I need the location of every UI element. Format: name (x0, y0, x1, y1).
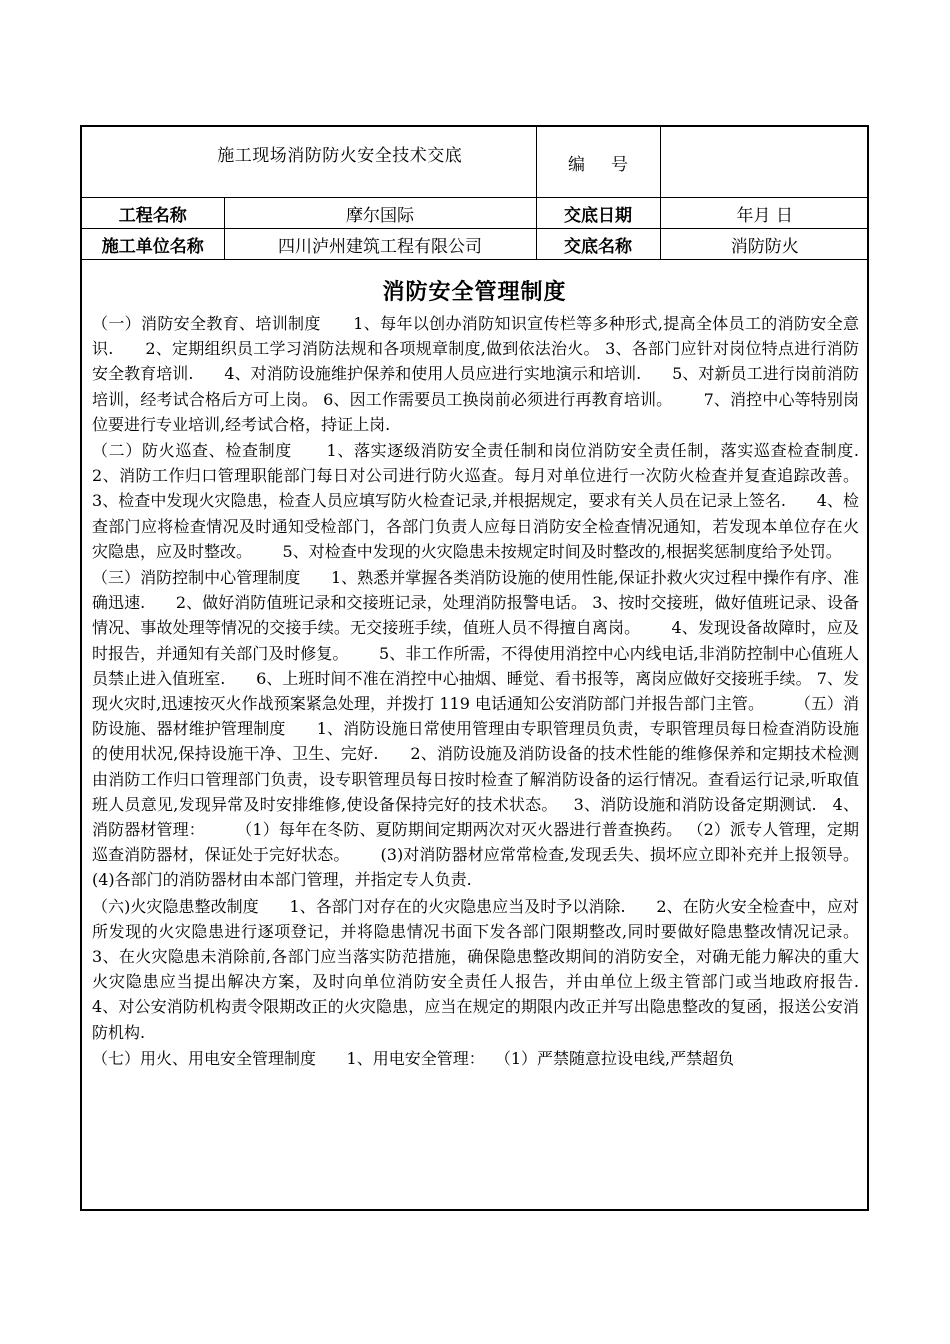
paragraph-control-center: （三）消防控制中心管理制度 1、熟悉并掌握各类消防设施的使用性能,保证扑救火灾过程中操作有序、准确迅速. 2、做好消防值班记录和交接班记录，处理消防报警电话。 3、按时交接班，做好值班记录、设备情况、事故处理等情况的交接手续。无交接班手续，值班人员不得擅自离岗。 4、发现设备故障时，应及时报告，并通知有关部门及时修复。 5、非工作所需，不得使用消控中心内线电话,非消防控制中心值班人员禁止进入值班室. 6、上班时间不准在消控中心抽烟、睡觉、看书报等，离岗应做好交接班手续。 7、发现火灾时,迅速按灭火作战预案紧急处理，并拨打 119 电话通知公安消防部门并报告部门主管。 （五）消防设施、器材维护管理制度 1、消防设施日常使用管理由专职管理员负责，专职管理员每日检查消防设施的使用状况,保持设施干净、卫生、完好. 2、消防设施及消防设备的技术性能的维修保养和定期技术检测由消防工作归口管理部门负责，设专职管理员每日按时检查了解消防设备的运行情况。查看运行记录,听取值班人员意见,发现异常及时安排维修,使设备保持完好的技术状态。 3、消防设施和消防设备定期测试. 4、消防器材管理： （1）每年在冬防、夏防期间定期两次对灭火器进行普查换药。 （2）派专人管理，定期巡查消防器材，保证处于完好状态。 (3)对消防器材应常常检查,发现丢失、损坏应立即补充并上报领导。 (4)各部门的消防器材由本部门管理，并指定专人负责. (92, 568, 890, 890)
paragraph-inspection: （二）防火巡查、检查制度 1、落实逐级消防安全责任制和岗位消防安全责任制，落实巡查检查制度. 2、消防工作归口管理职能部门每日对公司进行防火巡查。每月对单位进行一次防火检查并复查追踪改善。 3、检查中发现火灾隐患，检查人员应填写防火检查记录,并根据规定，要求有关人员在记录上签名. 4、检查部门应将检查情况及时通知受检部门，各部门负责人应每日消防安全检查情况通知，若发现本单位存在火灾隐患，应及时整改。 5、对检查中发现的火灾隐患未按规定时间及时整改的,根据奖惩制度给予处罚。 (92, 441, 890, 561)
form-title: 施工现场消防防火安全技术交底 (217, 145, 463, 166)
project-name-label: 工程名称 (82, 198, 224, 229)
paragraph-fire-electric-safety: （七）用火、用电安全管理制度 1、用电安全管理： （1）严禁随意拉设电线,严禁超负 (92, 1048, 735, 1068)
paragraph-training: （一）消防安全教育、培训制度 1、每年以创办消防知识宣传栏等多种形式,提高全体员工的消防安全意识. 2、定期组织员工学习消防法规和各项规章制度,做到依法治火。 3、各部门应针对岗位特点进行消防安全教育培训. 4、对消防设施维护保养和使用人员应进行实地演示和培训. 5、对新员工进行岗前消防培训，经考试合格后方可上岗。 6、因工作需要员工换岗前必须进行再教育培训。 7、消控中心等特别岗位要进行专业培训,经考试合格，持证上岗. (92, 314, 859, 434)
paragraph-hazard-rectification: （六)火灾隐患整改制度 1、各部门对存在的火灾隐患应当及时予以消除. 2、在防火安全检查中，应对所发现的火灾隐患进行逐项登记，并将隐患情况书面下发各部门限期整改,同时要做好隐患整改情况记录。 3、在火灾隐患未消除前,各部门应当落实防范措施，确保隐患整改期间的消防安全，对确无能力解决的重大火灾隐患应当提出解决方案，及时向单位消防安全责任人报告，并由单位上级主管部门或当地政府报告. 4、对公安消防机构责令限期改正的火灾隐患，应当在规定的期限内改正并写出隐患整改的复函，报送公安消防机构. (92, 896, 890, 1042)
form-title-cell (82, 127, 536, 198)
disclosure-date-value: 年月 日 (660, 198, 869, 229)
code-label: 编号 (568, 154, 654, 175)
project-name-value: 摩尔国际 (224, 198, 536, 229)
content-body (82, 265, 890, 1209)
construction-unit-label: 施工单位名称 (82, 229, 224, 260)
code-label-cell (536, 127, 660, 198)
code-value (660, 127, 869, 198)
section-heading: 消防安全管理制度 (382, 280, 567, 305)
disclosure-name-value: 消防防火 (660, 229, 869, 260)
disclosure-form (80, 125, 890, 1211)
disclosure-name-label: 交底名称 (536, 229, 660, 260)
disclosure-date-label: 交底日期 (536, 198, 660, 229)
construction-unit-value: 四川泸州建筑工程有限公司 (224, 229, 536, 260)
header-table (82, 127, 869, 260)
